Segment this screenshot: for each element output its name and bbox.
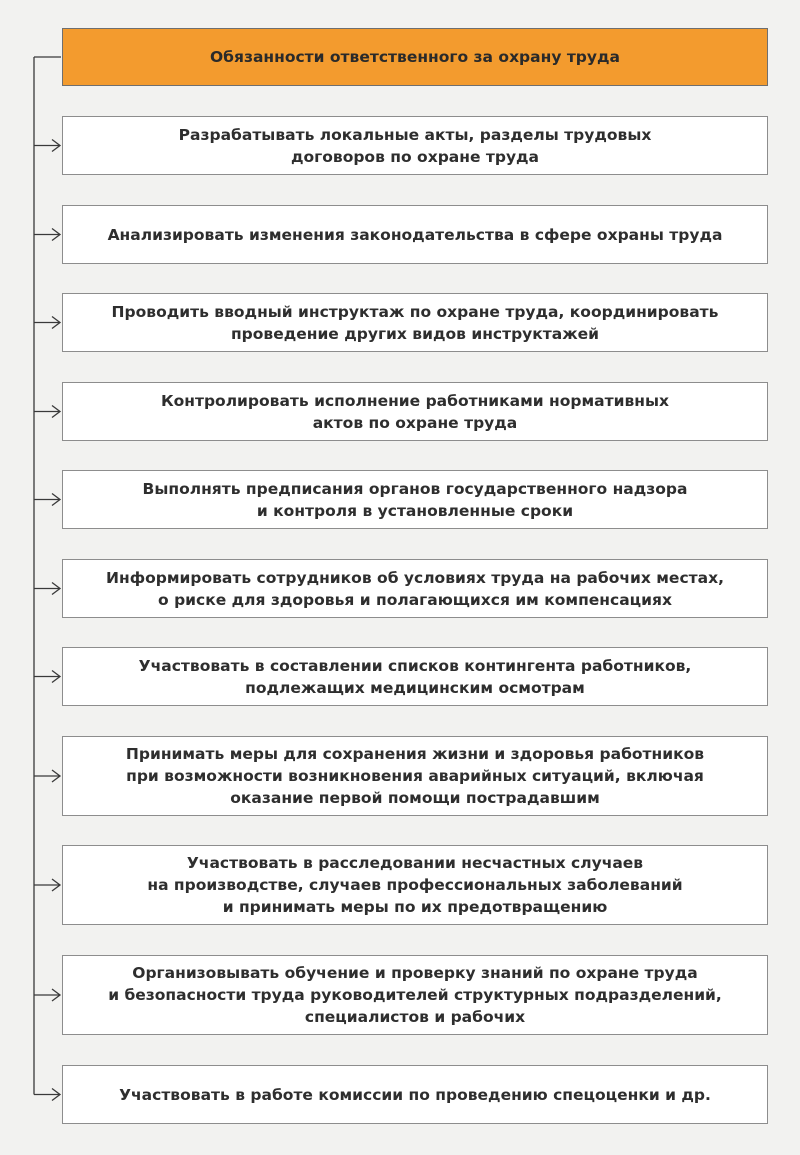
duty-box-3 <box>62 293 768 352</box>
duty-box-7 <box>62 647 768 706</box>
duty-text: Информировать сотрудников об условиях труда на рабочих местах, о риске для здоровья и полагающихся им компенсациях <box>106 568 724 609</box>
diagram-title: Обязанности ответственного за охрану труда <box>210 48 620 66</box>
duty-text: Выполнять предписания органов государственного надзора и контроля в установленные сроки <box>142 479 688 520</box>
duty-box-2 <box>62 205 768 264</box>
duty-text: Анализировать изменения законодательства в сфере охраны труда <box>107 225 723 244</box>
duty-box-1 <box>62 116 768 175</box>
duty-text: Разрабатывать локальные акты, разделы трудовых договоров по охране труда <box>178 125 652 166</box>
duty-text: Контролировать исполнение работниками нормативных актов по охране труда <box>160 391 670 432</box>
duty-box-5 <box>62 470 768 529</box>
duty-text: Организовывать обучение и проверку знаний по охране труда и безопасности труда руководителей структурных подразделений, специалистов и рабочих <box>108 964 722 1026</box>
diagram-title-box <box>62 28 768 86</box>
duty-box-8 <box>62 736 768 816</box>
duty-text: Участвовать в работе комиссии по проведению спецоценки и др. <box>119 1085 711 1104</box>
duty-box-9 <box>62 845 768 925</box>
duty-box-10 <box>62 955 768 1035</box>
duty-box-4 <box>62 382 768 441</box>
duty-text: Участвовать в расследовании несчастных случаев на производстве, случаев профессиональных заболеваний и принимать меры по их предотвращению <box>147 854 683 916</box>
duty-text: Участвовать в составлении списков контингента работников, подлежащих медицинским осмотрам <box>138 656 692 697</box>
duty-text: Принимать меры для сохранения жизни и здоровья работников при возможности возникновения аварийных ситуаций, включая оказание первой помощи пострадавшим <box>125 745 705 807</box>
duty-box-6 <box>62 559 768 618</box>
duty-text: Проводить вводный инструктаж по охране труда, координировать проведение других видов инструктажей <box>111 302 719 343</box>
duty-box-11 <box>62 1065 768 1124</box>
